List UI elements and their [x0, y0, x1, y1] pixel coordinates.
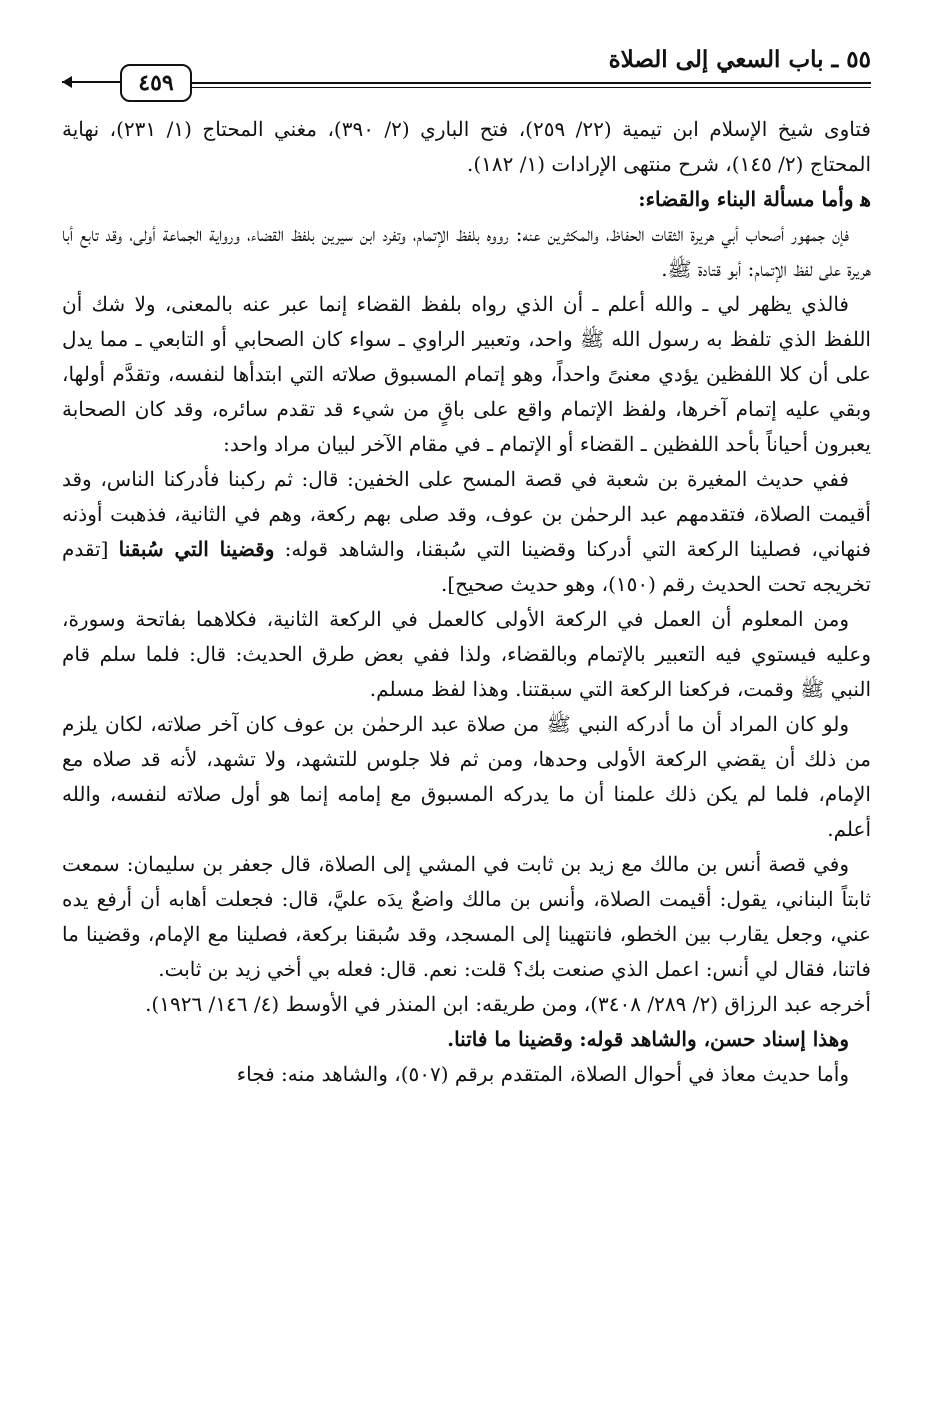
paragraph-8-text: وهذا إسناد حسن، والشاهد قوله: [579, 1027, 849, 1051]
arrow-ornament-icon [62, 81, 120, 83]
paragraph-4: ومن المعلوم أن العمل في الركعة الأولى كالعمل في الركعة الثانية، فكلاهما بفاتحة وسورة، وعليه فيستوي فيه التعبير بالإتمام وبالقضاء، ولذا ففي بعض طرق الحديث: قال: فلما سلم قام النبي ﷺ وقمت، فركعنا الركعة التي سبقتنا. وهذا لفظ مسلم. [62, 607, 871, 701]
paragraph-8 [62, 1022, 871, 1057]
references-paragraph: فتاوى شيخ الإسلام ابن تيمية (٢٢/ ٢٥٩)، فتح الباري (٢/ ٣٩٠)، مغني المحتاج (١/ ٢٣١)، نهاية المحتاج (٢/ ١٤٥)، شرح منتهى الإرادات (١/ ١٨٢). [62, 117, 871, 176]
paragraph-3-text: ففي حديث المغيرة بن شعبة في قصة المسح على الخفين: قال: ثم ركبنا فأدركنا الناس، وقد أقيمت الصلاة، فتقدمهم عبد الرحمٰن بن عوف، وقد صلى بهم ركعة، وهم في الثانية، فذهبت أوذنه فنهاني، فصلينا الركعة التي أدركنا وقضينا التي سُبقنا، والشاهد قوله: [62, 467, 871, 561]
page-number: ٤٥٩ [120, 64, 192, 102]
paragraph-5: ولو كان المراد أن ما أدركه النبي ﷺ من صلاة عبد الرحمٰن بن عوف كان آخر صلاته، لكان يلزم من ذلك أن يقضي الركعة الأولى وحدها، ومن ثم فلا جلوس للتشهد، ولا تشهد، لأنه قد صلاه مع الإمام، فلما لم يكن ذلك علمنا أن ما يدركه المسبوق مع إمامه إنما هو أول صلاته لنفسه، والله أعلم. [62, 712, 871, 841]
paragraph-3-note: [تقدم تخريجه تحت الحديث رقم (١٥٠)، وهو حديث صحيح]. [62, 537, 871, 596]
paragraph-6: وفي قصة أنس بن مالك مع زيد بن ثابت في المشي إلى الصلاة، قال جعفر بن سليمان: سمعت ثابتاً البناني، يقول: أقيمت الصلاة، وأنس بن مالك واضعٌ يدَه عليَّ، قال: فجعلت أهابه أن أرفع يده عني، وجعل يقارب بين الخطو، فانتهينا إلى المسجد، وقد سُبقنا بركعة، فصلينا مع الإمام، وقضينا ما فاتنا، فقال لي أنس: اعمل الذي صنعت بك؟ قلت: نعم. قال: فعله بي أخي زيد بن ثابت. [62, 852, 871, 981]
paragraph-7: أخرجه عبد الرزاق (٢/ ٢٨٩/ ٣٤٠٨)، ومن طريقه: ابن المنذر في الأوسط (٤/ ١٤٦/ ١٩٢٦). [145, 992, 871, 1016]
page-header [62, 44, 871, 98]
section-heading-text: ﻫ وأما مسألة البناء والقضاء: [638, 187, 871, 211]
paragraph-8-quote: وقضينا ما فاتنا. [447, 1027, 573, 1051]
paragraph-1: فإن جمهور أصحاب أبي هريرة الثقات الحفاظ، والمكثرين عنه: رووه بلفظ الإتمام، وتفرد ابن سيرين بلفظ القضاء، ورواية الجماعة أولى، وقد تابع أبا هريرة على لفظ الإتمام: أبو قتادة ﷺ. [62, 222, 871, 281]
paragraph-3 [62, 462, 871, 602]
page-body [62, 112, 871, 1366]
paragraph-9: وأما حديث معاذ في أحوال الصلاة، المتقدم برقم (٥٠٧)، والشاهد منه: فجاء [236, 1062, 849, 1086]
header-rule [192, 82, 871, 88]
paragraph-3-quote: وقضينا التي سُبقنا [118, 537, 275, 561]
chapter-title: ٥٥ ـ باب السعي إلى الصلاة [608, 46, 871, 73]
paragraph-2: فالذي يظهر لي ـ والله أعلم ـ أن الذي رواه بلفظ القضاء إنما عبر عنه بالمعنى، ولا شك أن اللفظ الذي تلفظ به رسول الله ﷺ واحد، وتعبير الراوي ـ سواء كان الصحابي أو التابعي ـ مما يدل على أن كلا اللفظين يؤدي معنىً واحداً، وهو إتمام المسبوق صلاته التي ابتدأها لنفسه، وتقدَّم أولها، وبقي عليه إتمام آخرها، ولفظ الإتمام واقع على باقٍ من شيء قد تقدم سائره، وقد كان الصحابة يعبرون أحياناً بأحد اللفظين ـ القضاء أو الإتمام ـ في مقام الآخر لبيان مراد واحد: [62, 292, 871, 456]
section-heading [62, 182, 871, 217]
